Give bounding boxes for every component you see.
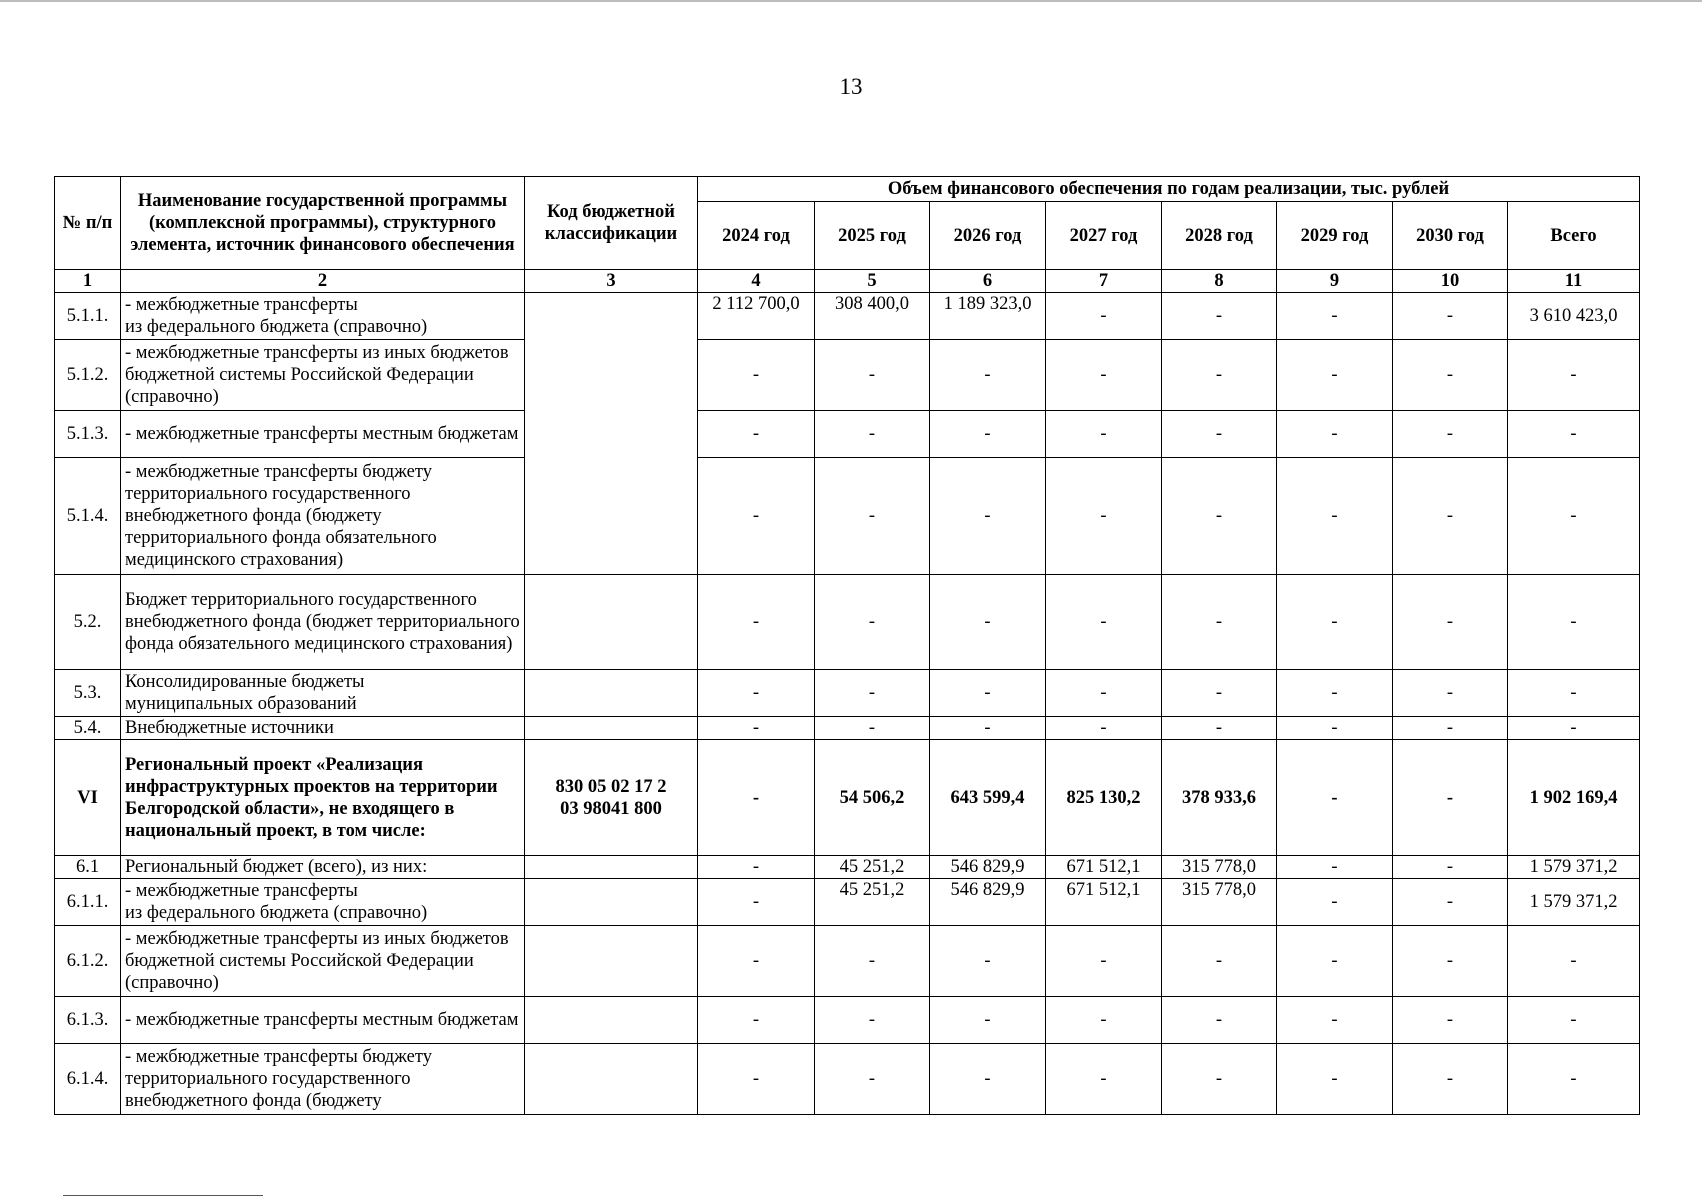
row-number: 6.1.3.: [55, 997, 121, 1044]
value-cell: -: [1277, 717, 1393, 740]
budget-code-cell: [525, 575, 698, 670]
value-cell: -: [930, 670, 1046, 717]
value-cell: -: [1162, 575, 1277, 670]
value-cell: -: [1393, 1044, 1508, 1115]
table-row: [55, 458, 1640, 575]
value-cell: -: [930, 717, 1046, 740]
column-index: 6: [930, 270, 1046, 293]
total-cell: 1 902 169,4: [1508, 740, 1640, 856]
row-name: Региональный бюджет (всего), из них:: [121, 856, 525, 879]
total-cell: -: [1508, 1044, 1640, 1115]
row-name: - межбюджетные трансферты из иных бюджетов бюджетной системы Российской Федерации (справочно): [121, 926, 525, 997]
value-cell: -: [930, 575, 1046, 670]
row-name: - межбюджетные трансферты бюджету территориального государственного внебюджетного фонда (бюджету территориального фонда обязательного медицинского страхования): [121, 458, 525, 575]
row-number: 5.1.1.: [55, 293, 121, 340]
table-row: [55, 411, 1640, 458]
row-number: 5.1.3.: [55, 411, 121, 458]
value-cell: -: [1162, 926, 1277, 997]
value-cell: -: [698, 717, 815, 740]
total-cell: -: [1508, 717, 1640, 740]
header-total: Всего: [1508, 202, 1640, 270]
header-year: 2024 год: [698, 202, 815, 270]
table-row: [55, 340, 1640, 411]
value-cell: 546 829,9: [930, 879, 1046, 926]
table-row: [55, 740, 1640, 856]
value-cell: -: [1277, 740, 1393, 856]
column-index: 8: [1162, 270, 1277, 293]
column-index: 5: [815, 270, 930, 293]
value-cell: 1 189 323,0: [930, 293, 1046, 340]
budget-code-cell: [525, 293, 698, 575]
header-name: Наименование государственной программы (комплексной программы), структурного элемента, источник финансового обеспечения: [121, 177, 525, 270]
row-number: 6.1.4.: [55, 1044, 121, 1115]
value-cell: -: [1277, 997, 1393, 1044]
table-row: [55, 293, 1640, 340]
row-name: - межбюджетные трансферты местным бюджетам: [121, 411, 525, 458]
header-year: 2029 год: [1277, 202, 1393, 270]
value-cell: -: [1046, 340, 1162, 411]
value-cell: -: [1393, 997, 1508, 1044]
row-name: Региональный проект «Реализация инфраструктурных проектов на территории Белгородской области», не входящего в национальный проект, в том числе:: [121, 740, 525, 856]
column-index: 4: [698, 270, 815, 293]
value-cell: -: [815, 717, 930, 740]
total-cell: -: [1508, 340, 1640, 411]
value-cell: -: [1162, 717, 1277, 740]
value-cell: -: [1162, 1044, 1277, 1115]
total-cell: 3 610 423,0: [1508, 293, 1640, 340]
value-cell: -: [1393, 670, 1508, 717]
value-cell: -: [1277, 411, 1393, 458]
value-cell: -: [1046, 575, 1162, 670]
column-index: 1: [55, 270, 121, 293]
total-cell: 1 579 371,2: [1508, 879, 1640, 926]
value-cell: -: [1277, 340, 1393, 411]
value-cell: -: [1393, 293, 1508, 340]
value-cell: -: [930, 411, 1046, 458]
header-code: Код бюджетной классификации: [525, 177, 698, 270]
value-cell: 643 599,4: [930, 740, 1046, 856]
total-cell: -: [1508, 926, 1640, 997]
value-cell: 315 778,0: [1162, 879, 1277, 926]
header-num: № п/п: [55, 177, 121, 270]
value-cell: -: [698, 879, 815, 926]
value-cell: -: [1393, 856, 1508, 879]
value-cell: -: [815, 670, 930, 717]
value-cell: -: [698, 926, 815, 997]
row-number: 5.4.: [55, 717, 121, 740]
header-year: 2030 год: [1393, 202, 1508, 270]
column-index: 11: [1508, 270, 1640, 293]
table-row: [55, 717, 1640, 740]
value-cell: 45 251,2: [815, 879, 930, 926]
value-cell: 2 112 700,0: [698, 293, 815, 340]
top-rule: [0, 0, 1702, 2]
value-cell: -: [815, 340, 930, 411]
page-number: 13: [839, 74, 863, 99]
value-cell: -: [1393, 926, 1508, 997]
header-year: 2025 год: [815, 202, 930, 270]
bottom-rule: [63, 1195, 263, 1196]
value-cell: -: [698, 670, 815, 717]
column-index: 9: [1277, 270, 1393, 293]
row-number: 6.1.2.: [55, 926, 121, 997]
column-index: 3: [525, 270, 698, 293]
value-cell: -: [1046, 997, 1162, 1044]
value-cell: -: [698, 1044, 815, 1115]
value-cell: -: [1277, 879, 1393, 926]
value-cell: -: [1393, 717, 1508, 740]
row-name: Внебюджетные источники: [121, 717, 525, 740]
value-cell: 671 512,1: [1046, 879, 1162, 926]
value-cell: -: [1162, 411, 1277, 458]
value-cell: -: [1277, 1044, 1393, 1115]
value-cell: -: [1162, 458, 1277, 575]
table-row: [55, 856, 1640, 879]
value-cell: -: [815, 926, 930, 997]
table-row: [55, 879, 1640, 926]
value-cell: -: [1277, 856, 1393, 879]
value-cell: -: [1393, 411, 1508, 458]
value-cell: -: [1393, 575, 1508, 670]
row-number: 5.3.: [55, 670, 121, 717]
value-cell: -: [1046, 717, 1162, 740]
value-cell: 315 778,0: [1162, 856, 1277, 879]
value-cell: -: [815, 997, 930, 1044]
value-cell: 45 251,2: [815, 856, 930, 879]
row-name: - межбюджетные трансферты из федерального бюджета (справочно): [121, 293, 525, 340]
row-number: 6.1.1.: [55, 879, 121, 926]
value-cell: -: [698, 997, 815, 1044]
budget-code-cell: [525, 717, 698, 740]
column-index: 10: [1393, 270, 1508, 293]
header-volume: Объем финансового обеспечения по годам реализации, тыс. рублей: [698, 177, 1640, 202]
row-name: Бюджет территориального государственного внебюджетного фонда (бюджет территориального фонда обязательного медицинского страхования): [121, 575, 525, 670]
budget-code-cell: [525, 926, 698, 997]
budget-code-cell: [525, 670, 698, 717]
value-cell: -: [1277, 926, 1393, 997]
table-row: [55, 670, 1640, 717]
row-number: 5.1.2.: [55, 340, 121, 411]
column-index-row: [55, 270, 1640, 293]
table-row: [55, 997, 1640, 1044]
value-cell: -: [1393, 340, 1508, 411]
value-cell: -: [815, 411, 930, 458]
value-cell: -: [1046, 1044, 1162, 1115]
value-cell: -: [1162, 670, 1277, 717]
value-cell: 54 506,2: [815, 740, 930, 856]
column-index: 7: [1046, 270, 1162, 293]
total-cell: -: [1508, 997, 1640, 1044]
total-cell: 1 579 371,2: [1508, 856, 1640, 879]
value-cell: 671 512,1: [1046, 856, 1162, 879]
value-cell: -: [815, 1044, 930, 1115]
value-cell: -: [1393, 740, 1508, 856]
value-cell: -: [1277, 293, 1393, 340]
value-cell: 825 130,2: [1046, 740, 1162, 856]
value-cell: -: [1277, 575, 1393, 670]
value-cell: -: [1162, 997, 1277, 1044]
budget-code-cell: [525, 879, 698, 926]
row-number: 5.2.: [55, 575, 121, 670]
row-number: VI: [55, 740, 121, 856]
value-cell: -: [1046, 411, 1162, 458]
value-cell: -: [698, 740, 815, 856]
value-cell: -: [1162, 340, 1277, 411]
budget-code-cell: [525, 1044, 698, 1115]
budget-code-cell: [525, 997, 698, 1044]
budget-code-cell: [525, 856, 698, 879]
table-row: [55, 1044, 1640, 1115]
header-year: 2026 год: [930, 202, 1046, 270]
value-cell: -: [1162, 293, 1277, 340]
row-name: - межбюджетные трансферты местным бюджетам: [121, 997, 525, 1044]
value-cell: -: [1046, 293, 1162, 340]
value-cell: -: [698, 856, 815, 879]
value-cell: -: [930, 926, 1046, 997]
total-cell: -: [1508, 458, 1640, 575]
header-year: 2028 год: [1162, 202, 1277, 270]
table-row: [55, 575, 1640, 670]
row-name: - межбюджетные трансферты бюджету территориального государственного внебюджетного фонда (бюджету: [121, 1044, 525, 1115]
value-cell: -: [698, 340, 815, 411]
total-cell: -: [1508, 411, 1640, 458]
row-number: 6.1: [55, 856, 121, 879]
value-cell: -: [815, 575, 930, 670]
row-name: Консолидированные бюджеты муниципальных образований: [121, 670, 525, 717]
total-cell: -: [1508, 670, 1640, 717]
value-cell: -: [1393, 879, 1508, 926]
value-cell: -: [698, 458, 815, 575]
column-index: 2: [121, 270, 525, 293]
value-cell: -: [815, 458, 930, 575]
value-cell: -: [1046, 670, 1162, 717]
value-cell: 308 400,0: [815, 293, 930, 340]
value-cell: -: [930, 997, 1046, 1044]
value-cell: -: [930, 458, 1046, 575]
table-row: [55, 926, 1640, 997]
value-cell: -: [1046, 926, 1162, 997]
value-cell: -: [698, 411, 815, 458]
row-number: 5.1.4.: [55, 458, 121, 575]
row-name: - межбюджетные трансферты из федерального бюджета (справочно): [121, 879, 525, 926]
value-cell: -: [1277, 670, 1393, 717]
value-cell: 378 933,6: [1162, 740, 1277, 856]
total-cell: -: [1508, 575, 1640, 670]
financing-table: [54, 176, 1640, 1115]
value-cell: -: [1277, 458, 1393, 575]
budget-code-cell: 830 05 02 17 2 03 98041 800: [525, 740, 698, 856]
header-year: 2027 год: [1046, 202, 1162, 270]
value-cell: -: [930, 340, 1046, 411]
value-cell: -: [930, 1044, 1046, 1115]
value-cell: -: [1046, 458, 1162, 575]
value-cell: 546 829,9: [930, 856, 1046, 879]
value-cell: -: [1393, 458, 1508, 575]
row-name: - межбюджетные трансферты из иных бюджетов бюджетной системы Российской Федерации (справочно): [121, 340, 525, 411]
value-cell: -: [698, 575, 815, 670]
